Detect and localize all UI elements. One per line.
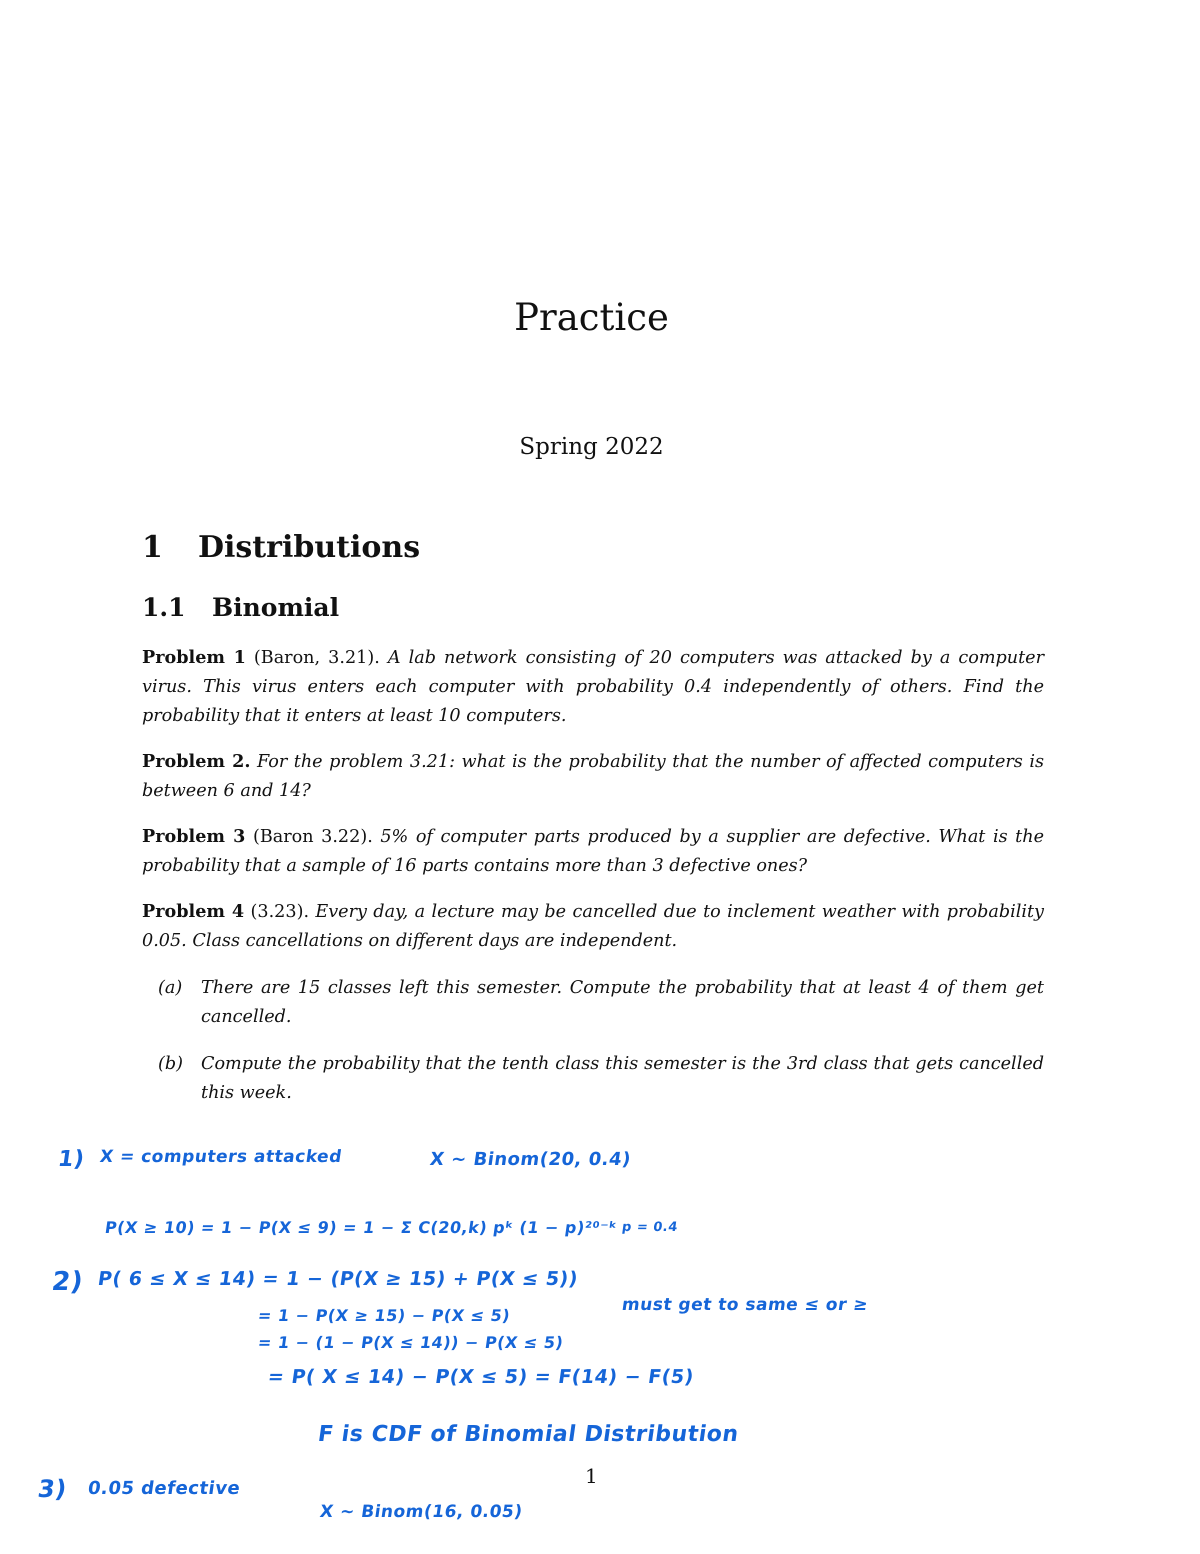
handwritten-cdf-note: F is CDF of Binomial Distribution bbox=[316, 1422, 741, 1447]
problem-text: A lab network consisting of 20 computers was attacked by a computer virus. This virus enters each computer with probability 0.4 independently of others. Find the probability that it enters at least 10 computers. bbox=[142, 648, 1045, 726]
page-title: Practice bbox=[514, 296, 669, 339]
problem-2 bbox=[142, 747, 1044, 806]
handwritten-parameter: p = 0.4 bbox=[620, 1220, 679, 1235]
handwritten-distribution: X ~ Binom(16, 0.05) bbox=[318, 1502, 524, 1522]
item-text: Compute the probability that the tenth class this semester is the 3rd class that gets cancelled this week. bbox=[201, 1054, 1044, 1103]
handwritten-equation-line: = 1 − P(X ≥ 15) − P(X ≤ 5) bbox=[256, 1306, 512, 1325]
handwritten-number-3: 3) bbox=[36, 1475, 69, 1503]
problem-text: Every day, a lecture may be cancelled due to inclement weather with probability 0.05. Class cancellations on different days are independent. bbox=[142, 902, 1044, 951]
problem-source: (Baron 3.22). bbox=[245, 827, 373, 847]
problem-label: Problem 4 bbox=[142, 901, 245, 922]
handwritten-number-2: 2) bbox=[49, 1267, 86, 1297]
handwritten-equation-line: = 1 − (1 − P(X ≤ 14)) − P(X ≤ 5) bbox=[256, 1333, 565, 1352]
problem-label: Problem 3 bbox=[142, 826, 246, 847]
problem-1 bbox=[142, 643, 1044, 731]
problem-label: Problem 2. bbox=[142, 751, 251, 772]
list-item bbox=[158, 974, 1044, 1032]
section-number: 1 bbox=[142, 530, 163, 565]
problem-text: For the problem 3.21: what is the probability that the number of affected computers is between 6 and 14? bbox=[142, 752, 1044, 801]
handwritten-probability: P(X ≥ 10) = 1 − P(X ≤ 9) = 1 − Σ C(20,k) pᵏ (1 − p)²⁰⁻ᵏ bbox=[103, 1218, 619, 1237]
handwritten-equation-line: P( 6 ≤ X ≤ 14) = 1 − (P(X ≥ 15) + P(X ≤ 5)) bbox=[96, 1268, 580, 1290]
problem-source: (3.23). bbox=[244, 902, 310, 922]
section-title: Distributions bbox=[198, 530, 421, 565]
problem-label: Problem 1 bbox=[142, 647, 246, 668]
handwritten-definition: 0.05 defective bbox=[86, 1478, 242, 1499]
problem-text: 5% of computer parts produced by a supplier are defective. What is the probability that a sample of 16 parts contains more than 3 defective ones? bbox=[142, 827, 1044, 876]
section-heading bbox=[142, 530, 420, 565]
item-label: (b) bbox=[158, 1054, 183, 1074]
handwritten-number-1: 1) bbox=[56, 1147, 87, 1172]
problem-4 bbox=[142, 897, 1044, 956]
handwritten-distribution: X ~ Binom(20, 0.4) bbox=[428, 1149, 633, 1170]
subsection-number: 1.1 bbox=[142, 593, 186, 622]
item-label: (a) bbox=[158, 978, 183, 998]
handwritten-equation-line: = P( X ≤ 14) − P(X ≤ 5) = F(14) − F(5) bbox=[266, 1366, 696, 1388]
subsection-title: Binomial bbox=[212, 593, 340, 622]
handwritten-note: must get to same ≤ or ≥ bbox=[620, 1295, 870, 1315]
page-number: 1 bbox=[585, 1464, 598, 1488]
list-item bbox=[158, 1050, 1044, 1108]
subsection-heading bbox=[142, 593, 339, 622]
problem-3 bbox=[142, 822, 1044, 881]
problem-source: (Baron, 3.21). bbox=[245, 648, 380, 668]
page-date: Spring 2022 bbox=[519, 434, 664, 460]
item-text: There are 15 classes left this semester. Compute the probability that at least 4 of them get cancelled. bbox=[201, 978, 1044, 1027]
handwritten-definition: X = computers attacked bbox=[98, 1147, 344, 1167]
